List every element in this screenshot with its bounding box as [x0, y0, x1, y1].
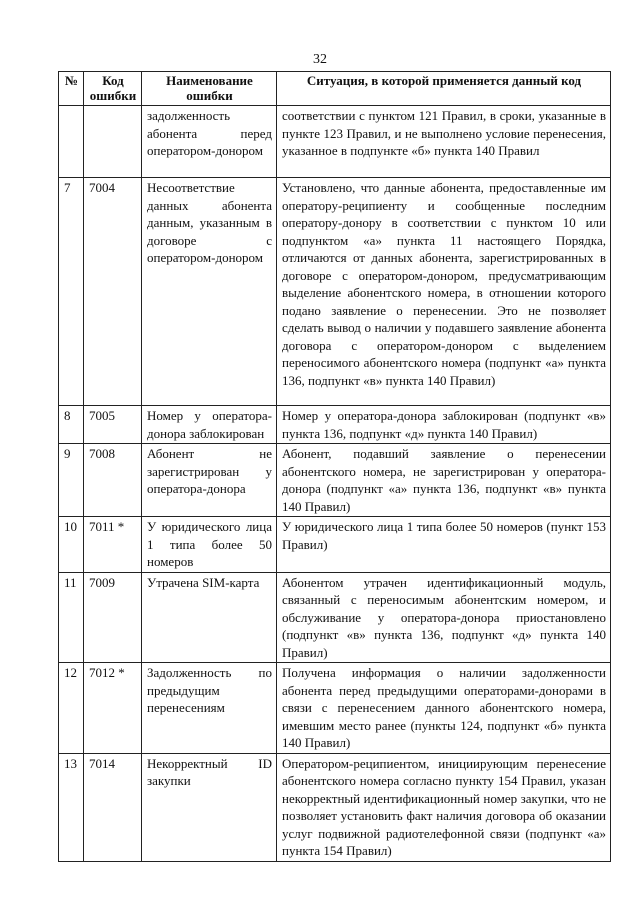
- row-name: задолженность абонента перед оператором-донором: [142, 106, 277, 178]
- row-situation: Получена информация о наличии задолженности абонента перед предыдущими операторами-донорами в связи с перенесением данного абонентского номера, имевшим место ранее (пункты 124, подпункт «б» пункта 140 Правил): [277, 663, 611, 754]
- table-row: [59, 444, 611, 517]
- header-code: Код ошибки: [84, 72, 142, 106]
- row-situation: Абонент, подавший заявление о перенесении абонентского номера, не зарегистрирован у оператора-донора (подпункт «а» пункта 136, подпункт «в» пункта 140 Правил): [277, 444, 611, 517]
- table-row: [59, 406, 611, 444]
- table-row: [59, 517, 611, 573]
- row-code: 7009: [84, 572, 142, 663]
- header-num: №: [59, 72, 84, 106]
- row-num: 10: [59, 517, 84, 573]
- error-codes-table: [58, 71, 611, 862]
- row-code: [84, 106, 142, 178]
- table-row: [59, 663, 611, 754]
- table-row: [59, 572, 611, 663]
- table-header-row: [59, 72, 611, 106]
- row-code: 7008: [84, 444, 142, 517]
- row-num: 11: [59, 572, 84, 663]
- row-name: Некорректный ID закупки: [142, 753, 277, 861]
- row-num: 7: [59, 178, 84, 406]
- table-row: [59, 178, 611, 406]
- row-code: 7004: [84, 178, 142, 406]
- row-name: Утрачена SIM-карта: [142, 572, 277, 663]
- row-name: У юридического лица 1 типа более 50 номеров: [142, 517, 277, 573]
- row-num: 9: [59, 444, 84, 517]
- row-num: [59, 106, 84, 178]
- row-num: 8: [59, 406, 84, 444]
- header-name: Наименование ошибки: [142, 72, 277, 106]
- row-code: 7014: [84, 753, 142, 861]
- row-name: Задолженность по предыдущим перенесениям: [142, 663, 277, 754]
- row-situation: У юридического лица 1 типа более 50 номеров (пункт 153 Правил): [277, 517, 611, 573]
- row-situation: Абонентом утрачен идентификационный модуль, связанный с переносимым абонентским номером, и обслуживание у оператора-донора приостановлено (подпункт «в» пункта 136, подпункт «д» пункта 140 Правил): [277, 572, 611, 663]
- row-situation: Оператором-реципиентом, инициирующим перенесение абонентского номера согласно пункту 154 Правил, указан некорректный идентификационный номер закупки, что не позволяет установить факт наличия договора об оказании услуг подвижной радиотелефонной связи (подпункт «а» пункта 154 Правил): [277, 753, 611, 861]
- row-name: Абонент не зарегистрирован у оператора-донора: [142, 444, 277, 517]
- row-name: Несоответствие данных абонента данным, указанным в договоре с оператором-донором: [142, 178, 277, 406]
- page-number: 32: [313, 52, 327, 67]
- row-code: 7005: [84, 406, 142, 444]
- row-num: 12: [59, 663, 84, 754]
- table-row: [59, 106, 611, 178]
- row-situation: соответствии с пунктом 121 Правил, в сроки, указанные в пункте 123 Правил, и не выполнено условие перенесения, указанное в подпункте «б» пункта 140 Правил: [277, 106, 611, 178]
- row-situation: Номер у оператора-донора заблокирован (подпункт «в» пункта 136, подпункт «д» пункта 140 Правил): [277, 406, 611, 444]
- row-code: 7012 *: [84, 663, 142, 754]
- row-name: Номер у оператора-донора заблокирован: [142, 406, 277, 444]
- header-situation: Ситуация, в которой применяется данный код: [277, 72, 611, 106]
- row-code: 7011 *: [84, 517, 142, 573]
- row-num: 13: [59, 753, 84, 861]
- row-situation: Установлено, что данные абонента, предоставленные им оператору-реципиенту и сообщенные последним оператору-донору в соответствии с пунктом 10 или подпунктом «а» пункта 11 настоящего Порядка, отличаются от данных абонента, зарегистрированных в договоре с оператором-донором, предусматривающим выделение абонентского номера, в отношении которого подано заявление о перенесении. Это не позволяет сделать вывод о наличии у подавшего заявление абонента договора с оператором-донором с выделением переносимого абонентского номера (подпункт «а» пункта 136, подпункт «в» пункта 140 Правил): [277, 178, 611, 406]
- table-row: [59, 753, 611, 861]
